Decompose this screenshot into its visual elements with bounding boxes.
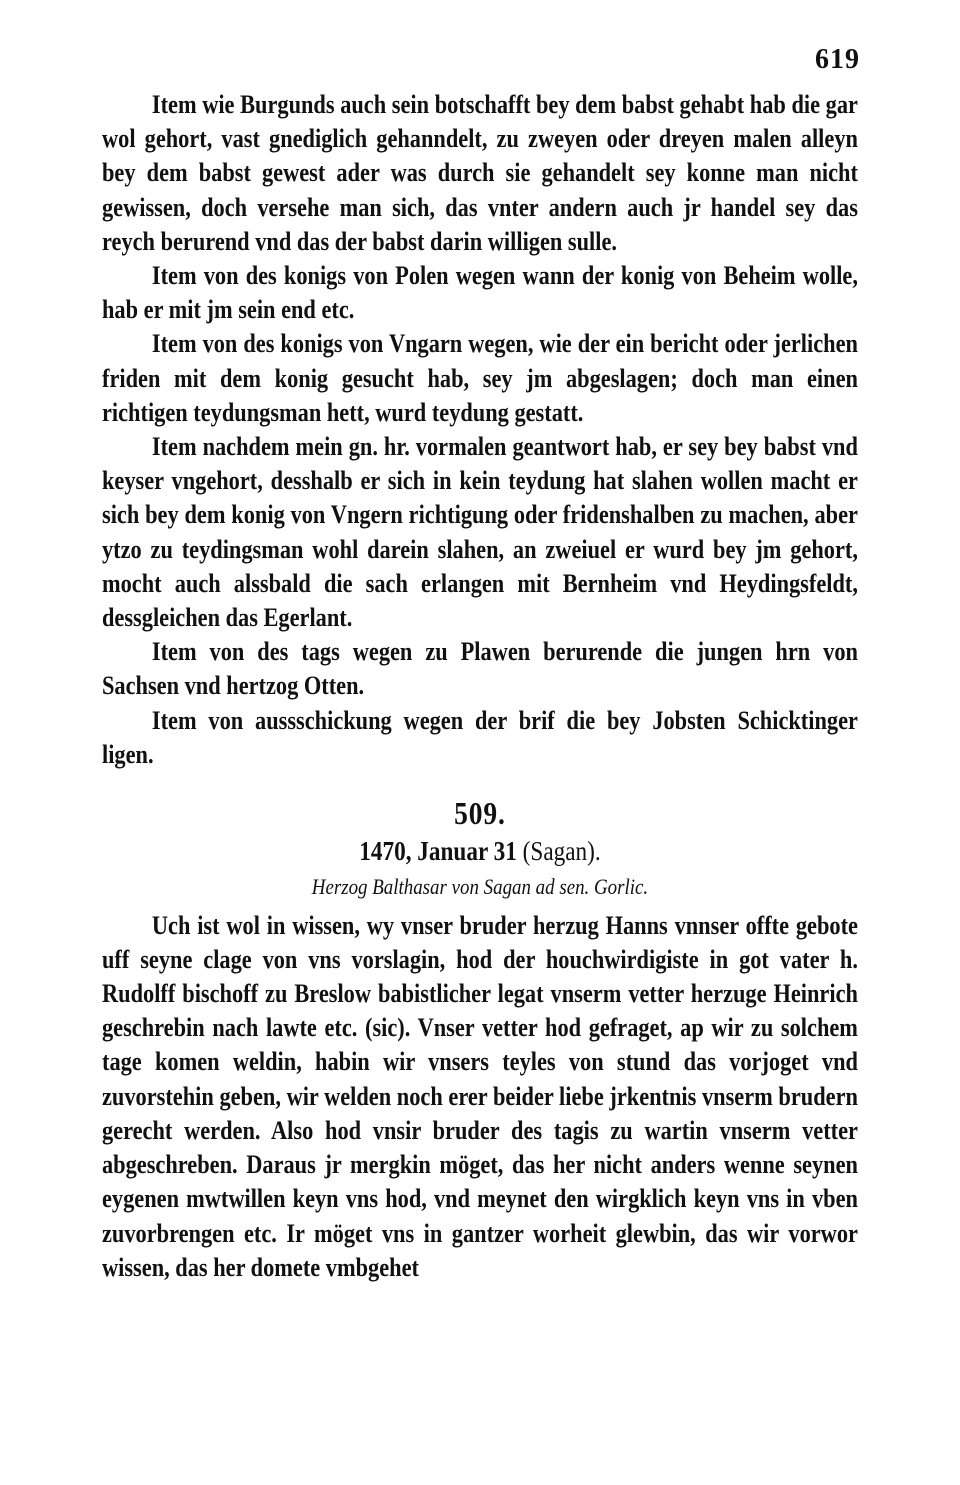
paragraph-aussschickung: Item von aussschickung wegen der brif die bey Jobsten Schicktinger ligen.: [102, 705, 858, 769]
document-number: 509.: [454, 795, 506, 832]
document-heading: Herzog Balthasar von Sagan ad sen. Gorlic.: [311, 874, 649, 900]
paragraph-teydung: Item nachdem mein gn. hr. vormalen geantwort hab, er sey bey babst vnd keyser vngehort, desshalb er sich in kein teydung hat slahen wollen macht er sich bey dem konig von Vngern richtigung oder fridenshalben zu machen, aber ytzo zu teydingsman wohl darein slahen, an zweiuel er wurd bey jm gehort, mocht auch alssbald die sach erlangen mit Bernheim vnd Heydingsfeldt, dessgleichen das Egerlant.: [102, 432, 858, 633]
paragraph-vngarn: Item von des konigs von Vngarn wegen, wie der ein bericht oder jerlichen friden mit dem konig gesucht hab, sey jm abgeslagen; doch man einen richtigen teydungsman hett, wurd teydung gestatt.: [102, 329, 858, 427]
document-date-line: [102, 834, 858, 868]
paragraph-polen: Item von des konigs von Polen wegen wann der konig von Beheim wolle, hab er mit jm sein end etc.: [102, 261, 858, 325]
page-number: 619: [815, 44, 860, 75]
paragraph-burgund: Item wie Burgunds auch sein botschafft bey dem babst gehabt hab die gar wol gehort, vast gnediglich gehanndelt, zu zweyen oder dreyen malen alleyn bey dem babst gewest ader was durch sie gehandelt sey konne man nicht gewissen, doch versehe man sich, das vnter andern auch jr handel sey das reych berurend vnd das der babst darin willigen sulle.: [102, 90, 858, 256]
document-date: 1470, Januar 31: [359, 836, 517, 867]
paragraph-plawen: Item von des tags wegen zu Plawen berurende die jungen hrn von Sachsen vnd hertzog Otten.: [102, 637, 858, 701]
body-text: [102, 88, 858, 1285]
document-text: Uch ist wol in wissen, wy vnser bruder herzug Hanns vnnser offte gebote uff seyne clage von vns vorslagin, hod der houchwirdigiste in got vater h. Rudolff bischoff zu Breslow babistlicher legat vnserm vetter herzuge Heinrich geschrebin nach lawte etc. (sic). Vnser vetter hod gefraget, ap wir zu solchem tage komen weldin, habin wir vnsers teyles von stund das vorjoget vnd zuvorstehin geben, wir welden noch erer beider liebe jrkentnis vnserm brudern gerecht werden. Also hod vnsir bruder des tagis zu wartin vnserm vetter abgeschreben. Daraus jr mergkin möget, das her nicht anders wenne seynen eygenen mwtwillen keyn vns hod, vnd meynet den wirgklich keyn vns in vben zuvorbrengen etc. Ir möget vns in gantzer worheit glewbin, das wir vorwor wissen, das her domete vmbgehet: [102, 910, 858, 1282]
document-place: (Sagan).: [522, 836, 601, 867]
